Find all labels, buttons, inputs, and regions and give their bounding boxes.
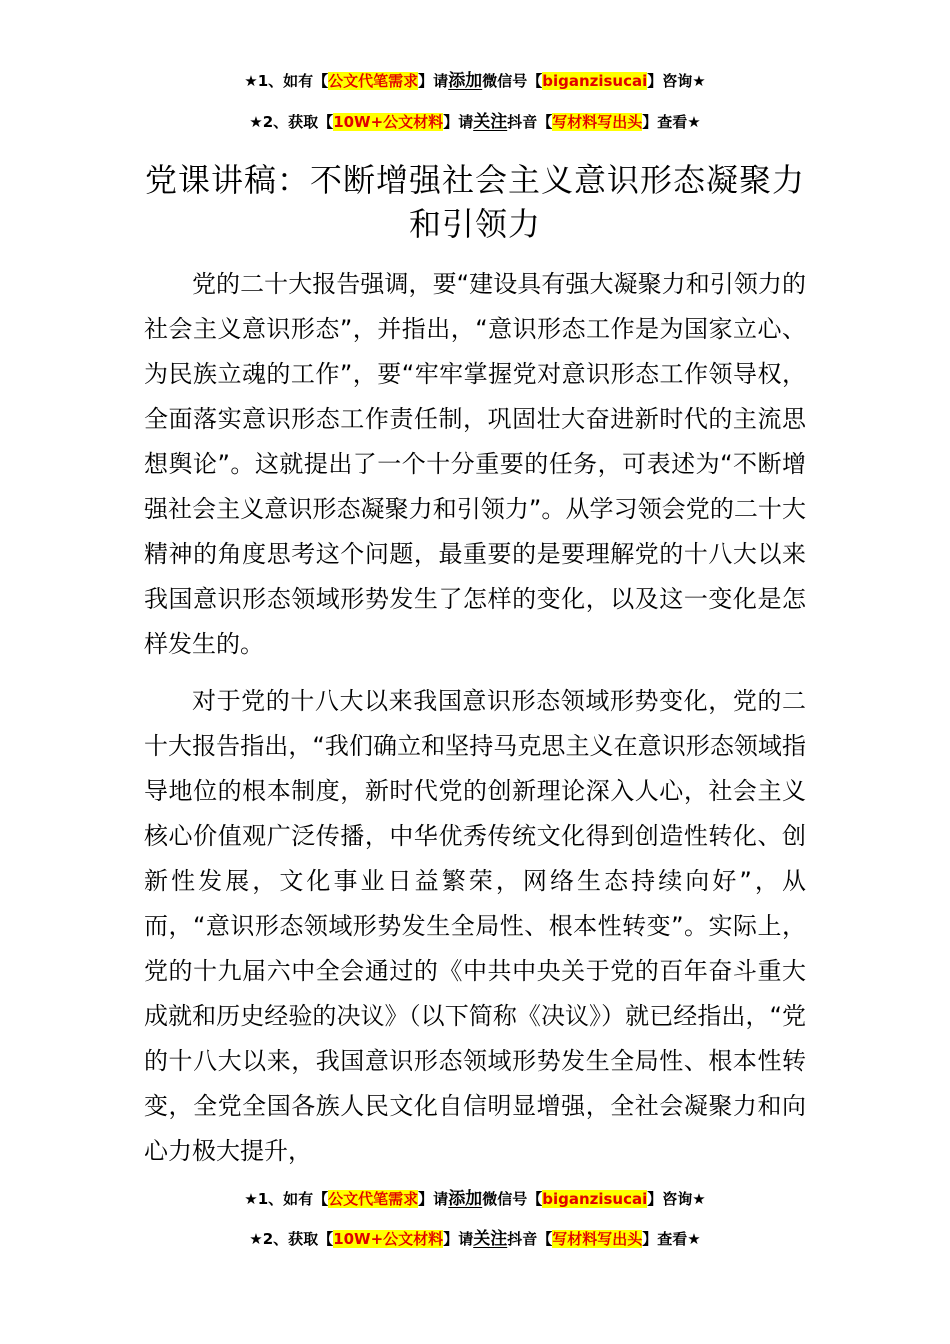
- top-banner-line-1: [0, 70, 950, 92]
- banner-text: 微信号【: [482, 72, 543, 90]
- banner-highlight: biganzisucai: [542, 1190, 648, 1208]
- document-title: 党课讲稿：不断增强社会主义意识形态凝聚力和引领力: [144, 161, 805, 243]
- banner-text: 抖音【: [507, 1230, 553, 1248]
- star-icon: ★: [249, 1230, 263, 1248]
- banner-underline: 关注: [473, 1229, 508, 1249]
- star-icon: ★: [244, 1190, 258, 1208]
- bottom-banner-line-2: [0, 1228, 950, 1250]
- banner-highlight: 写材料写出头: [552, 1230, 643, 1248]
- banner-text: 】请: [418, 1190, 449, 1208]
- banner-text: 2、获取【: [262, 113, 334, 131]
- banner-highlight: biganzisucai: [542, 72, 648, 90]
- banner-underline: 添加: [448, 1189, 483, 1209]
- banner-highlight: 公文代笔需求: [328, 72, 419, 90]
- banner-text: 】请: [443, 113, 474, 131]
- paragraph: 对于党的十八大以来我国意识形态领域形势变化，党的二十大报告指出，“我们确立和坚持马克思主义在意识形态领域指导地位的根本制度，新时代党的创新理论深入人心，社会主义核心价值观广泛传播，中华优秀传统文化得到创造性转化、创新性发展，文化事业日益繁荣，网络生态持续向好”，从而，“意识形态领域形势发生全局性、根本性转变”。实际上，党的十九届六中全会通过的《中共中央关于党的百年奋斗重大成就和历史经验的决议》（以下简称《决议》）就已经指出，“党的十八大以来，我国意识形态领域形势发生全局性、根本性转变，全党全国各族人民文化自信明显增强，全社会凝聚力和向心力极大提升，: [144, 687, 806, 1165]
- banner-text: 1、如有【: [257, 1190, 329, 1208]
- star-icon: ★: [687, 1230, 701, 1248]
- banner-text: 抖音【: [507, 113, 553, 131]
- banner-text: 】请: [443, 1230, 474, 1248]
- banner-highlight: 10W+公文材料: [333, 1230, 444, 1248]
- banner-text: 1、如有【: [257, 72, 329, 90]
- banner-highlight: 10W+公文材料: [333, 113, 444, 131]
- banner-underline: 关注: [473, 112, 508, 132]
- banner-underline: 添加: [448, 71, 483, 91]
- bottom-banner-line-1: [0, 1188, 950, 1210]
- star-icon: ★: [692, 72, 706, 90]
- banner-text: 】请: [418, 72, 449, 90]
- star-icon: ★: [687, 113, 701, 131]
- banner-text: 】咨询: [647, 72, 693, 90]
- banner-text: 】咨询: [647, 1190, 693, 1208]
- banner-highlight: 公文代笔需求: [328, 1190, 419, 1208]
- banner-text: 】查看: [642, 1230, 688, 1248]
- document-body: [144, 262, 806, 1186]
- star-icon: ★: [244, 72, 258, 90]
- top-banner-line-2: [0, 111, 950, 133]
- banner-highlight: 写材料写出头: [552, 113, 643, 131]
- banner-text: 微信号【: [482, 1190, 543, 1208]
- banner-text: 】查看: [642, 113, 688, 131]
- paragraph: 党的二十大报告强调，要“建设具有强大凝聚力和引领力的社会主义意识形态”，并指出，“意识形态工作是为国家立心、为民族立魂的工作”，要“牢牢掌握党对意识形态工作领导权，全面落实意识形态工作责任制，巩固壮大奋进新时代的主流思想舆论”。这就提出了一个十分重要的任务，可表述为“不断增强社会主义意识形态凝聚力和引领力”。从学习领会党的二十大精神的角度思考这个问题，最重要的是要理解党的十八大以来我国意识形态领域形势发生了怎样的变化，以及这一变化是怎样发生的。: [144, 270, 806, 658]
- star-icon: ★: [692, 1190, 706, 1208]
- banner-text: 2、获取【: [262, 1230, 334, 1248]
- star-icon: ★: [249, 113, 263, 131]
